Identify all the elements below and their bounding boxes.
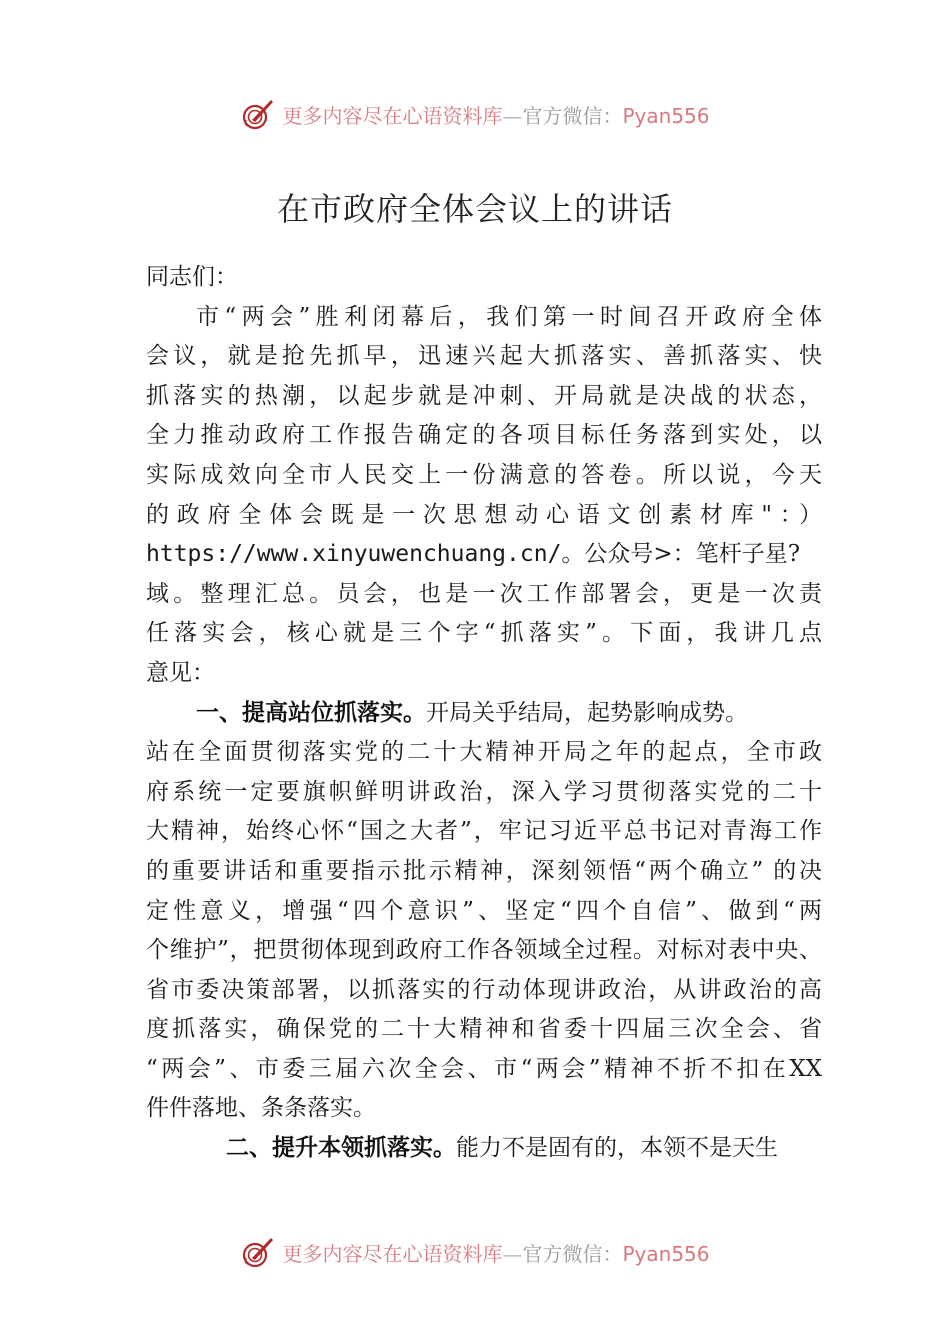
section-1-first-line <box>146 694 822 734</box>
quill-seal-icon <box>240 1234 276 1270</box>
salutation: 同志们： <box>146 264 238 290</box>
watermark-library: 更多内容尽在心语资料库 <box>282 103 503 128</box>
paragraph-line: 任落实会，核心就是三个字“抓落实”。下面，我讲几点 <box>146 620 822 647</box>
watermark-wechat-label: 官方微信： <box>522 103 623 128</box>
url-text: https://www.xinyuwenchuang.cn/ <box>146 541 562 568</box>
paragraph-line: 站在全面贯彻落实党的二十大精神开局之年的起点，全市政 <box>146 739 822 766</box>
watermark-dash: — <box>502 1241 523 1266</box>
watermark-account: Pyan556 <box>622 1241 710 1266</box>
paragraph-line: 件件落地、条条落实。 <box>146 1095 376 1122</box>
watermark-account: Pyan556 <box>622 103 710 128</box>
paragraph-line: 意见： <box>146 659 215 686</box>
paragraph-line: 会议，就是抢先抓早，迅速兴起大抓落实、善抓落实、快 <box>146 343 822 370</box>
watermark-library: 更多内容尽在心语资料库 <box>282 1241 503 1266</box>
section-2-heading: 二、提升本领抓落实。 <box>226 1135 456 1162</box>
paragraph-line-url <box>146 535 822 575</box>
url-suffix: 。公众号>：笔杆子星? <box>561 541 801 568</box>
paragraph-line: 市“两会”胜利闭幕后，我们第一时间召开政府全体 <box>196 303 822 330</box>
watermark-text <box>282 100 709 129</box>
paragraph-line: 实际成效向全市人民交上一份满意的答卷。所以说，今天 <box>146 461 822 488</box>
paragraph-line: 度抓落实，确保党的二十大精神和省委十四届三次全会、省 <box>146 1016 822 1043</box>
watermark-dash: — <box>502 103 523 128</box>
quill-seal-icon <box>240 96 276 132</box>
watermark-wechat-label: 官方微信： <box>522 1241 623 1266</box>
paragraph-line: 府系统一定要旗帜鲜明讲政治，深入学习贯彻落实党的二十 <box>146 778 822 805</box>
watermark-footer <box>0 1234 950 1270</box>
section-1-heading: 一、提高站位抓落实。 <box>196 699 426 726</box>
paragraph-line: 的重要讲话和重要指示批示精神，深刻领悟“两个确立” 的决 <box>146 857 822 884</box>
paragraph-line: 大精神，始终心怀“国之大者”，牢记习近平总书记对青海工作 <box>146 818 822 845</box>
paragraph-line: 定性意义，增强“四个意识”、坚定“四个自信”、做到“两 <box>146 897 822 924</box>
watermark-text <box>282 1238 709 1267</box>
watermark-header <box>0 96 950 132</box>
paragraph-line: 全力推动政府工作报告确定的各项目标任务落到实处，以 <box>146 422 822 449</box>
paragraph-line: “两会”、市委三届六次全会、市“两会”精神不折不扣在XX <box>146 1055 822 1082</box>
paragraph-line: 省市委决策部署，以抓落实的行动体现讲政治，从讲政治的高 <box>146 976 822 1003</box>
paragraph-line: 抓落实的热潮，以起步就是冲刺、开局就是决战的状态， <box>146 382 822 409</box>
document-body <box>146 258 822 1169</box>
document-title: 在市政府全体会议上的讲话 <box>276 190 673 228</box>
section-2-lead: 能力不是固有的，本领不是天生 <box>456 1135 778 1162</box>
section-2-first-line <box>146 1129 822 1169</box>
paragraph-line: 个维护”，把贯彻体现到政府工作各领域全过程。对标对表中央、 <box>146 937 822 964</box>
paragraph-line: 域。整理汇总。员会，也是一次工作部署会，更是一次责 <box>146 580 822 607</box>
paragraph-line: 的政府全体会既是一次思想动心语文创素材库"：） <box>146 501 822 528</box>
section-1-lead: 开局关乎结局，起势影响成势。 <box>426 699 748 726</box>
